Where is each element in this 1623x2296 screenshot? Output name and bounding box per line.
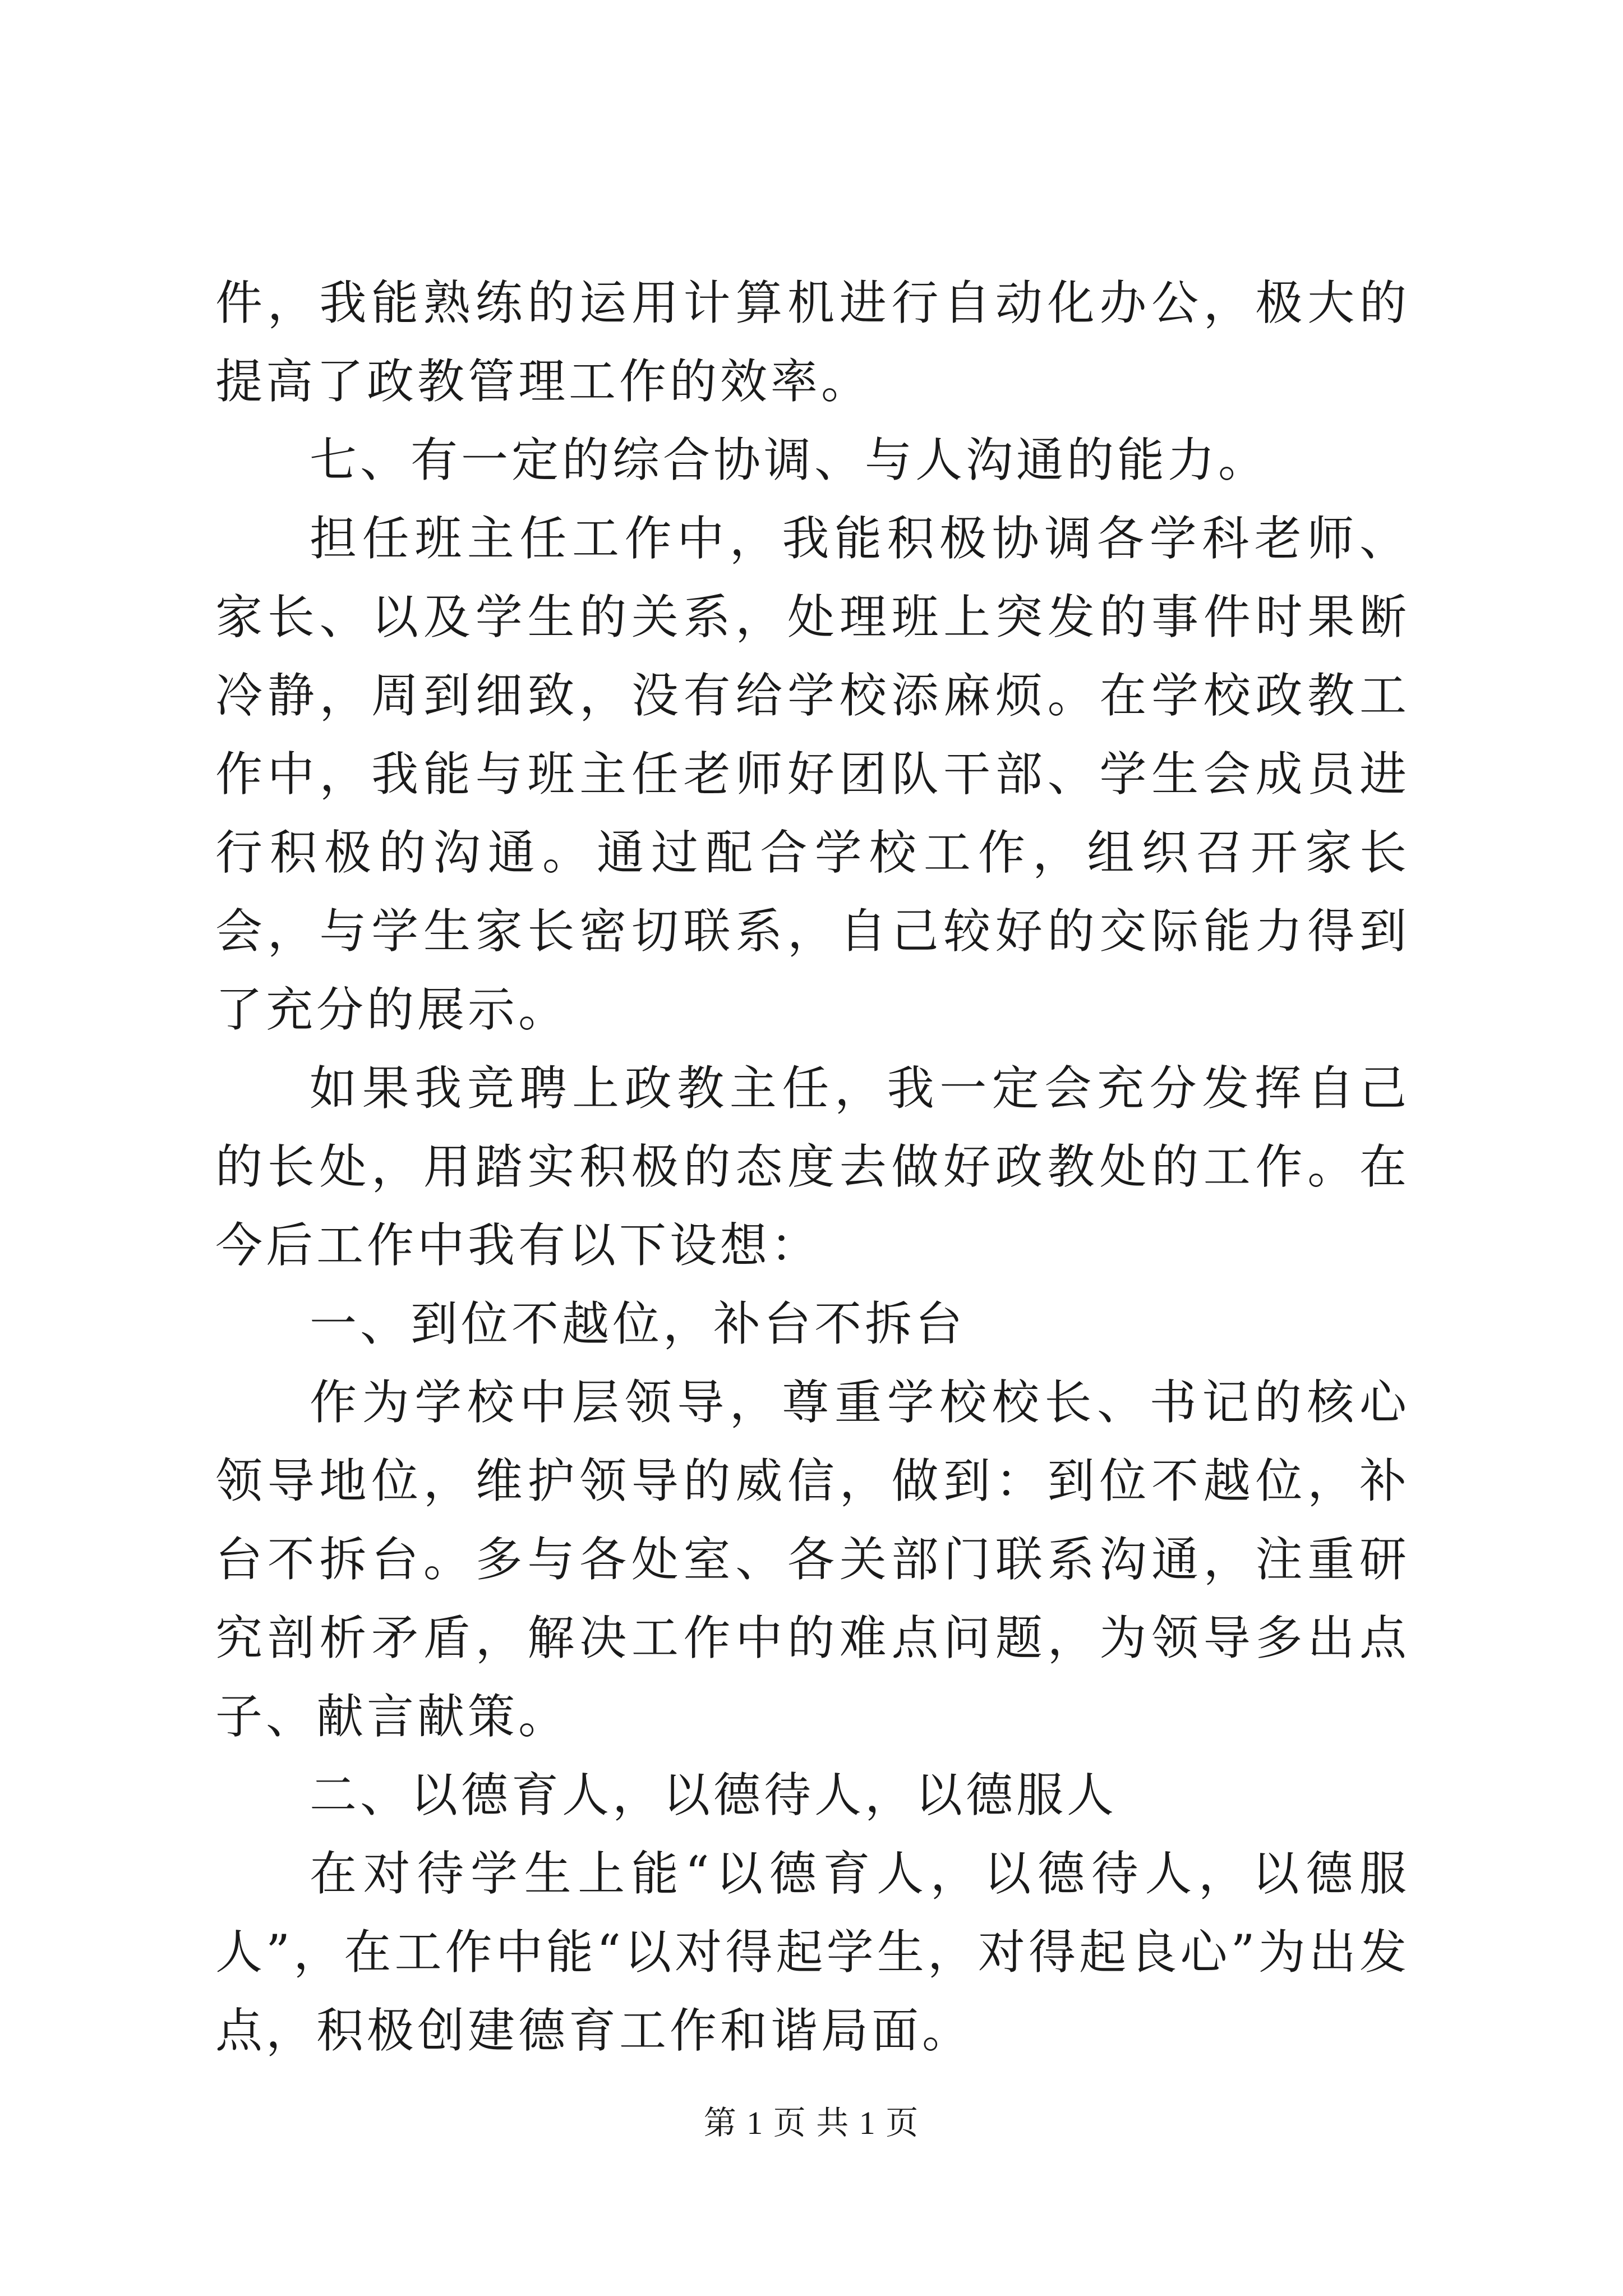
document-body: [215, 264, 1410, 2070]
paragraph-leadership: 作为学校中层领导，尊重学校校长、书记的核心领导地位，维护领导的威信，做到：到位不越位，补台不拆台。多与各处室、各关部门联系沟通，注重研究剖析矛盾，解决工作中的难点问题，为领导多出点子、献言献策。: [215, 1375, 1410, 1744]
page-number-footer: 第 1 页 共 1 页: [703, 2105, 920, 2141]
heading-two: 二、以德育人，以德待人，以德服人: [310, 1768, 1118, 1823]
heading-seven: 七、有一定的综合协调、与人沟通的能力。: [310, 432, 1269, 487]
paragraph-continuation: 件，我能熟练的运用计算机进行自动化办公，极大的提高了政教管理工作的效率。: [215, 275, 1410, 409]
paragraph-plans: 如果我竞聘上政教主任，我一定会充分发挥自己的长处，用踏实积极的态度去做好政教处的工作。在今后工作中我有以下设想：: [215, 1061, 1410, 1273]
paragraph-coordination: 担任班主任工作中，我能积极协调各学科老师、家长、以及学生的关系，处理班上突发的事件时果断冷静，周到细致，没有给学校添麻烦。在学校政教工作中，我能与班主任老师好团队干部、学生会成员进行积极的沟通。通过配合学校工作，组织召开家长会，与学生家长密切联系，自己较好的交际能力得到了充分的展示。: [215, 511, 1410, 1037]
heading-one: 一、到位不越位，补台不拆台: [310, 1296, 966, 1351]
paragraph-morality: 在对待学生上能“以德育人，以德待人，以德服人”，在工作中能“以对得起学生，对得起良心”为出发点，积极创建德育工作和谐局面。: [215, 1846, 1410, 2058]
